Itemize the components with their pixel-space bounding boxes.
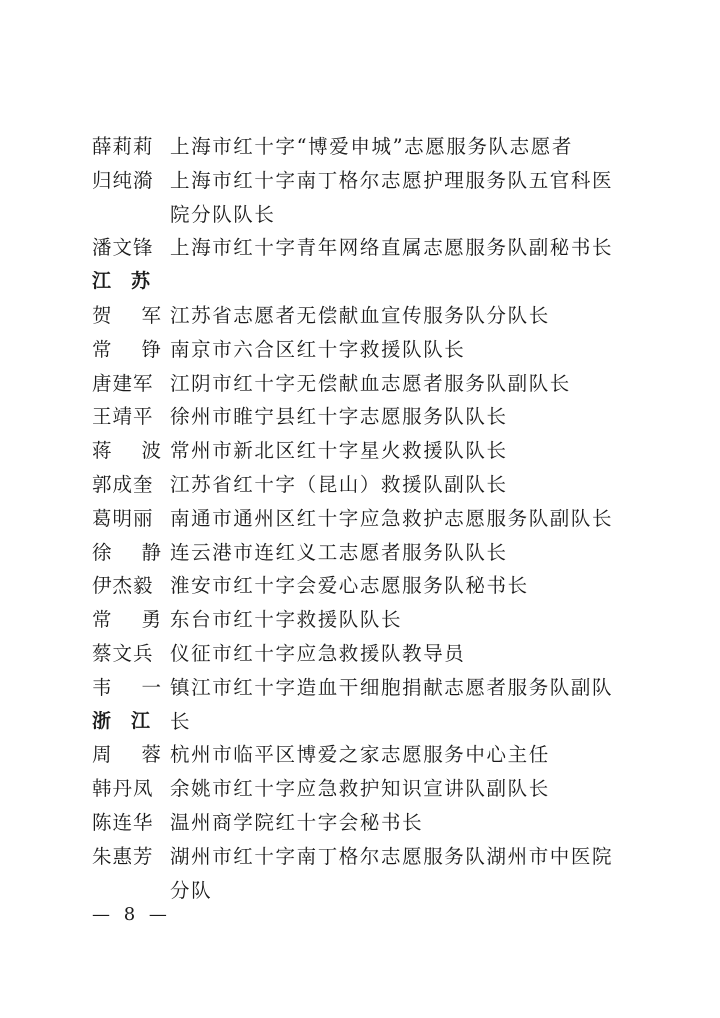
list-item [0, 840, 720, 902]
person-name: 徐静 [92, 540, 192, 564]
person-title: 上海市红十字南丁格尔志愿护理服务队五官科医院分队队长 [170, 168, 614, 226]
person-title: 淮安市红十字会爱心志愿服务队秘书长 [170, 574, 529, 598]
person-title: 常州市新北区红十字星火救援队队长 [170, 439, 508, 463]
person-title: 东台市红十字救援队队长 [170, 608, 403, 632]
person-name: 蒋波 [92, 439, 192, 463]
list-item [0, 130, 720, 164]
province-heading-text: 江苏 [92, 270, 171, 293]
person-title: 湖州市红十字南丁格尔志愿服务队湖州市中医院分队 [170, 844, 614, 902]
person-title: 江苏省志愿者无偿献血宣传服务队分队长 [170, 303, 550, 327]
list-item [0, 164, 720, 232]
person-name: 归纯漪 [92, 168, 154, 192]
person-title: 温州商学院红十字会秘书长 [170, 810, 424, 834]
list-item [0, 603, 720, 637]
list-item [0, 333, 720, 367]
list-item [0, 299, 720, 333]
person-name: 潘文锋 [92, 236, 154, 260]
person-title: 上海市红十字青年网络直属志愿服务队副秘书长 [170, 236, 614, 260]
person-title: 徐州市睢宁县红十字志愿服务队队长 [170, 405, 508, 429]
list-item [0, 569, 720, 603]
list-item [0, 468, 720, 502]
list-item [0, 536, 720, 570]
list-item [0, 502, 720, 536]
person-name: 唐建军 [92, 371, 154, 395]
person-name: 郭成奎 [92, 472, 154, 496]
list-item [0, 367, 720, 401]
person-name: 薛莉莉 [92, 135, 154, 158]
person-name: 王靖平 [92, 405, 154, 429]
list-item [0, 806, 720, 840]
person-name: 贺军 [92, 303, 192, 327]
person-title: 仪征市红十字应急救援队教导员 [170, 641, 466, 665]
person-title: 南京市六合区红十字救援队队长 [170, 337, 466, 361]
province-heading [0, 265, 720, 299]
person-name: 常勇 [92, 608, 192, 632]
person-title: 杭州市临平区博爱之家志愿服务中心主任 [170, 743, 550, 767]
list-item [0, 400, 720, 434]
province-heading-text: 浙江 [92, 709, 171, 732]
province-heading [0, 705, 720, 739]
list-item [0, 231, 720, 265]
page-number: — 8 — [92, 904, 171, 925]
person-title: 连云港市连红义工志愿者服务队队长 [170, 540, 508, 564]
person-title: 镇江市红十字造血干细胞捐献志愿者服务队副队长 [170, 675, 614, 733]
person-name: 蔡文兵 [92, 641, 154, 665]
volunteer-list [0, 130, 720, 902]
person-title: 江阴市红十字无偿献血志愿者服务队副队长 [170, 371, 571, 395]
person-title: 余姚市红十字应急救护知识宣讲队副队长 [170, 777, 550, 801]
person-name: 常铮 [92, 337, 192, 361]
person-name: 韩丹凤 [92, 777, 154, 801]
person-title: 南通市通州区红十字应急救护志愿服务队副队长 [170, 506, 614, 530]
person-name: 周蓉 [92, 743, 192, 767]
person-title: 江苏省红十字（昆山）救援队副队长 [170, 472, 508, 496]
person-name: 葛明丽 [92, 506, 154, 530]
person-name: 伊杰毅 [92, 574, 154, 598]
list-item [0, 738, 720, 772]
person-name: 朱惠芳 [92, 844, 154, 868]
person-name: 陈连华 [92, 810, 154, 834]
list-item [0, 772, 720, 806]
list-item [0, 434, 720, 468]
list-item [0, 637, 720, 671]
person-title: 上海市红十字“博爱申城”志愿服务队志愿者 [170, 135, 573, 158]
person-name: 韦一 [92, 675, 192, 699]
